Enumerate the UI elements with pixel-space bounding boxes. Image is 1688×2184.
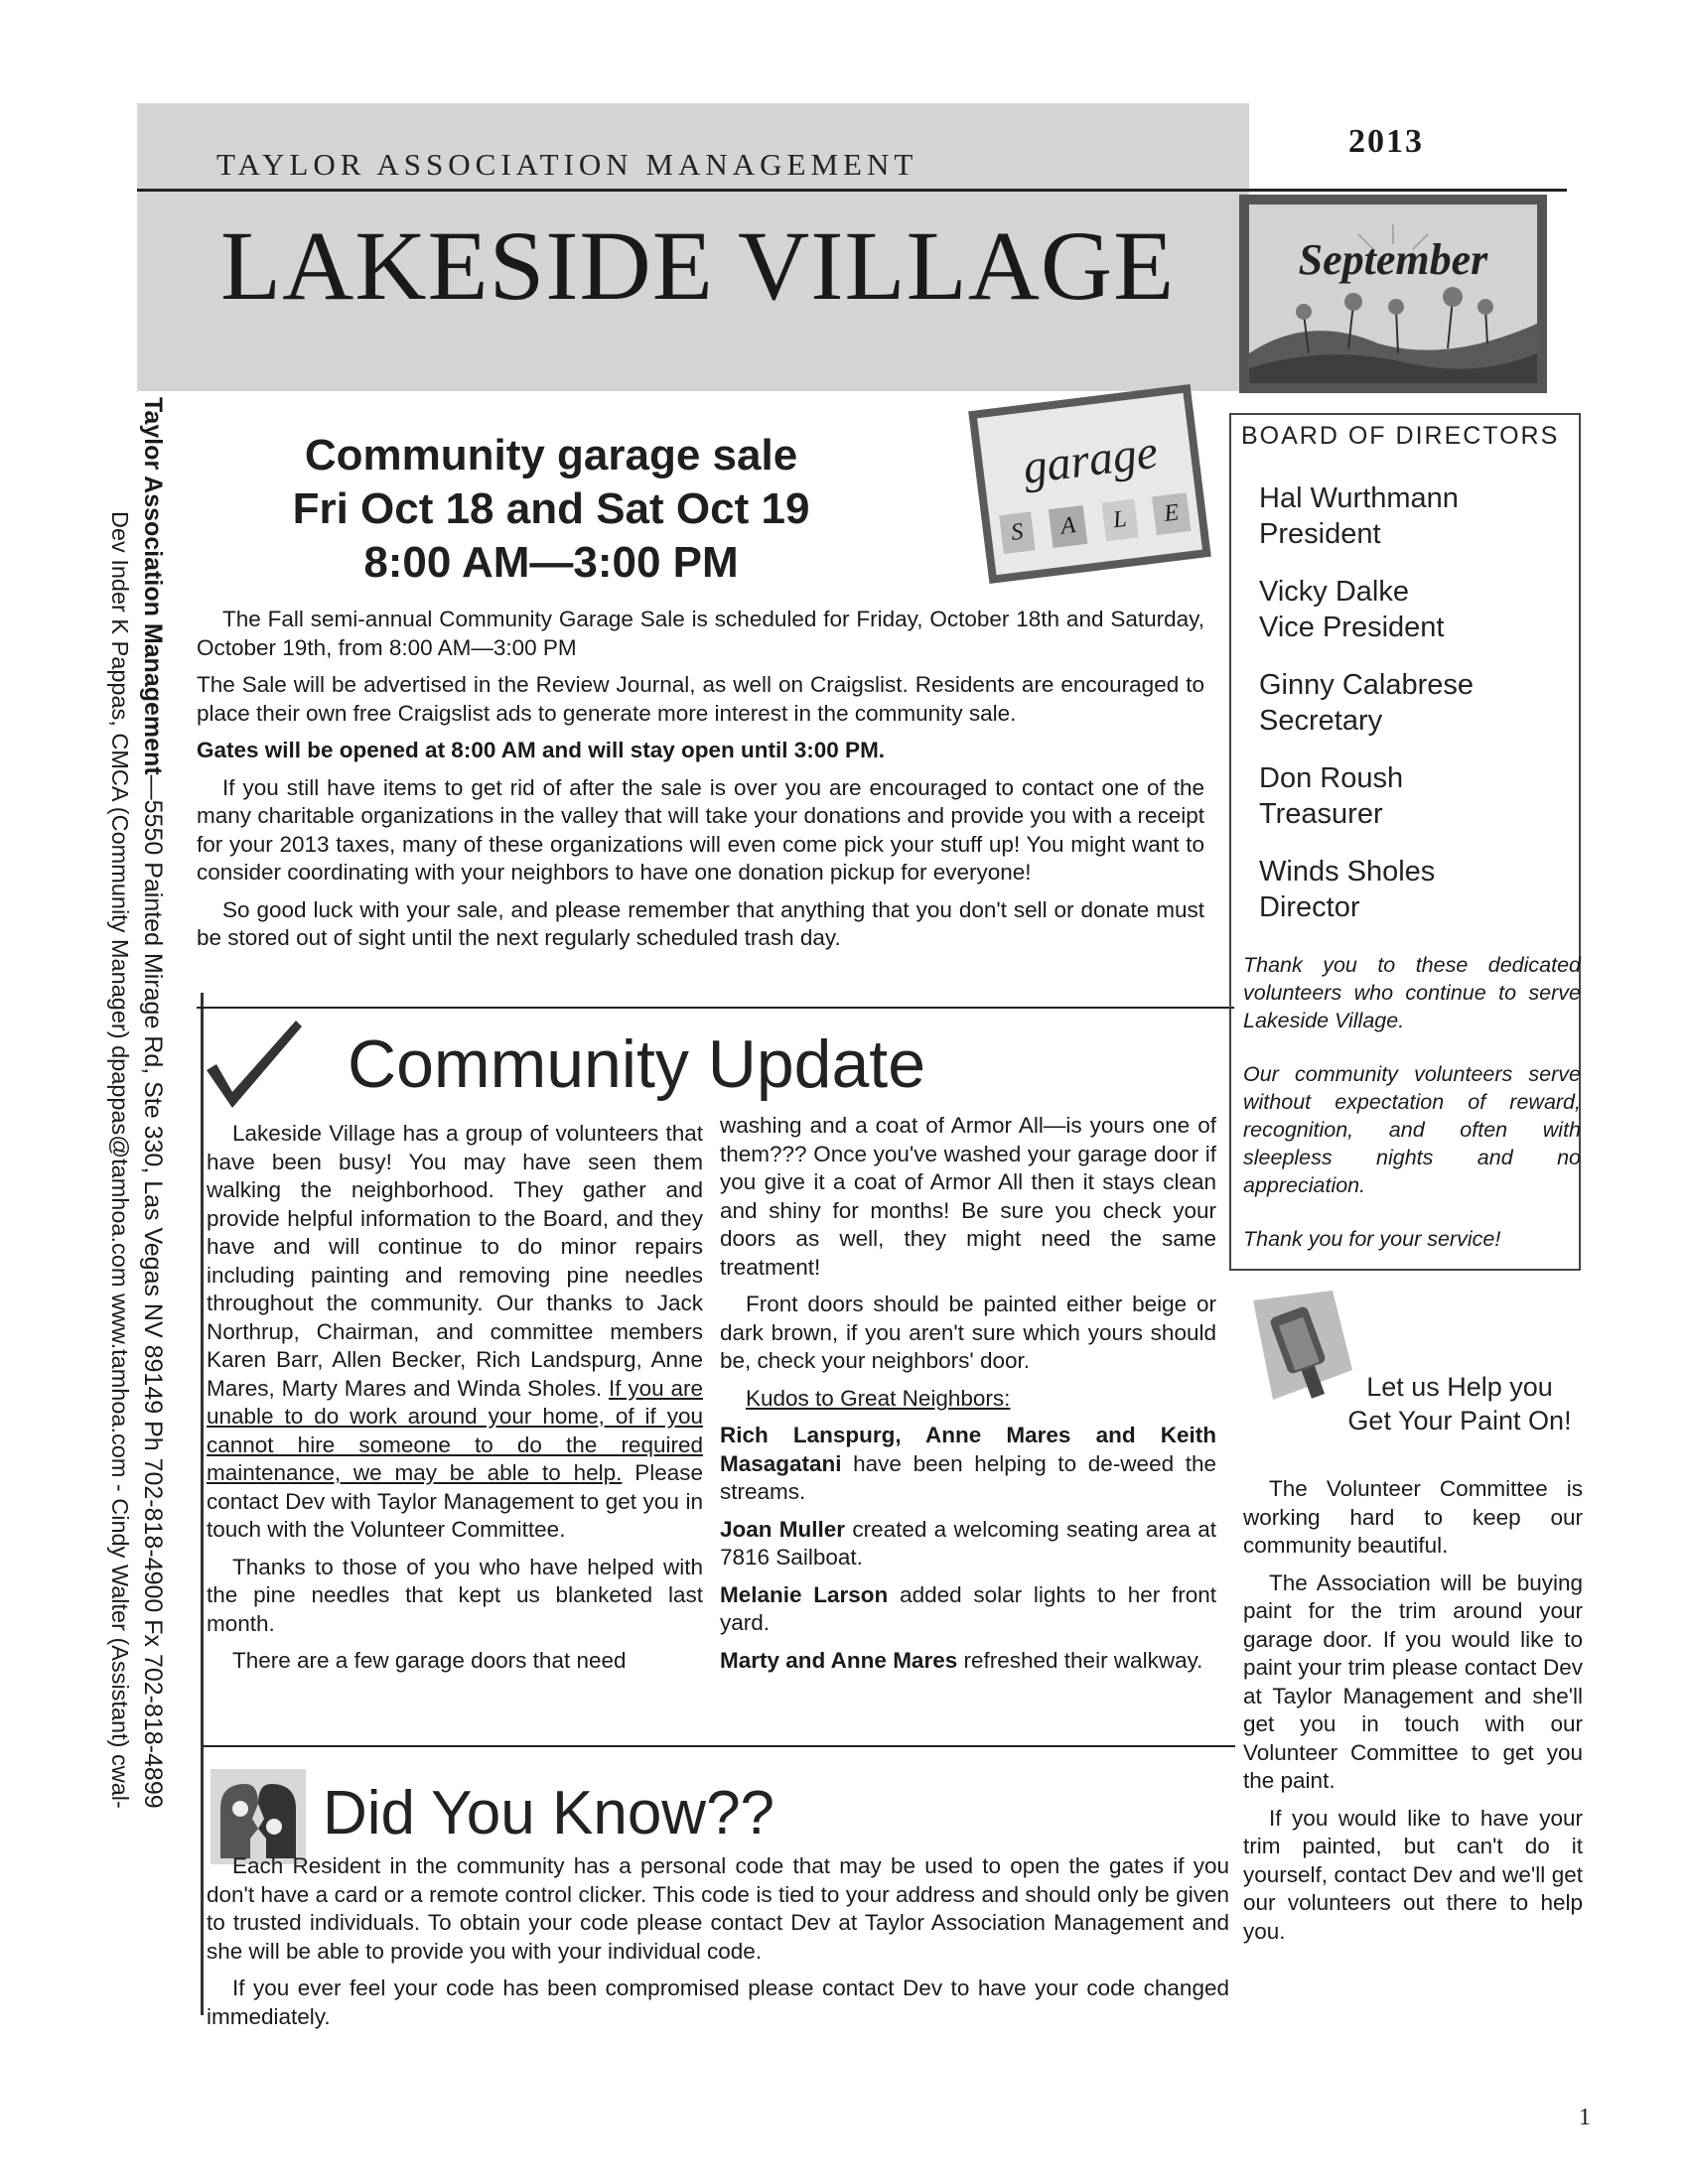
masthead-rule (137, 189, 1567, 192)
member-role: President (1259, 518, 1381, 550)
board-thanks-2: Our community volunteers serve without expectation of reward, recognition, and often with sleepless nights and no appreciation. (1243, 1062, 1581, 1197)
board-member (1259, 854, 1577, 925)
update-col2-p2: Front doors should be painted either beige or dark brown, if you aren't sure which yours should be, check your neighbors' door. (720, 1292, 1216, 1373)
sidebar-address: —5550 Painted Mirage Rd, Ste 330, Las Vegas NV 89149 Ph 702-818-4900 Fx 702-818-4899 (139, 774, 167, 1809)
board-member (1259, 667, 1577, 739)
left-column-rule (201, 993, 204, 2015)
update-col1-p1 (207, 1120, 703, 1545)
month-label: September (1298, 235, 1488, 284)
garage-sale-p2: The Sale will be advertised in the Review Journal, as well on Craigslist. Residents are encouraged to place their own free Craigslist ads to generate more interest in the community sale. (197, 672, 1204, 726)
update-text: Lakeside Village has a group of volunteers that have been busy! You may have seen them walking the neighborhood. They gather and provide helpful information to the Board, and they have and will continue to do minor repairs including painting and removing pine needles throughout the community. Our thanks to Jack Northrup, Chairman, and committee members Karen Barr, Allen Becker, Rich Landspurg, Anne Mares, Marty Mares and Winda Sholes. (207, 1121, 703, 1401)
garage-sale-p4: If you still have items to get rid of after the sale is over you are encouraged to contact one of the many charitable organizations in the valley that will take your donations and provide you with a receipt for your 2013 taxes, many of these organizations will even come pick your stuff up! You might want to consider coordinating with your neighbors to have one donation pickup for everyone! (197, 774, 1204, 885)
update-column-2 (720, 1112, 1216, 1684)
update-col1-p3: There are a few garage doors that need (232, 1648, 627, 1673)
kudos-text: refreshed their walkway. (957, 1647, 1203, 1673)
garage-sale-gates: Gates will be opened at 8:00 AM and will stay open until 3:00 PM. (197, 738, 886, 762)
issue-year: 2013 (1348, 123, 1424, 160)
member-name: Hal Wurthmann (1259, 482, 1459, 514)
sale-letter: L (1101, 499, 1139, 542)
kudos-names: Rich Lanspurg, Anne Mares and Keith Masagatani (720, 1423, 1216, 1476)
paint-p3: If you would like to have your trim painted, but can't do it yourself, contact Dev and we'll get our volunteers out there to help you. (1243, 1805, 1583, 1944)
member-role: Secretary (1259, 705, 1383, 737)
flower-field-illustration (1249, 205, 1537, 383)
member-role: Treasurer (1259, 798, 1383, 830)
sale-letter: A (1049, 505, 1087, 548)
kudos-names: Joan Muller (720, 1516, 846, 1542)
board-thanks-3: Thank you for your service! (1243, 1227, 1501, 1251)
sidebar-contacts-line (106, 511, 133, 1809)
page-number: 1 (1579, 2105, 1591, 2130)
headline-line-2: Fri Oct 18 and Sat Oct 19 (292, 484, 810, 533)
sale-letter-cards (999, 492, 1191, 554)
paint-heading-line-2: Get Your Paint On! (1347, 1406, 1572, 1435)
sidebar-contacts: Dev Inder K Pappas, CMCA (Community Manager) dpappas@tamhoa.com www.tamhoa.com - Cindy Walter (Assistant) cwal- (107, 511, 133, 1809)
section-rule-2 (203, 1745, 1235, 1747)
kudos-item (720, 1647, 1216, 1676)
member-name: Ginny Calabrese (1259, 669, 1474, 701)
paint-p1: The Volunteer Committee is working hard to keep our community beautiful. (1243, 1476, 1583, 1558)
month-badge (1239, 195, 1547, 393)
newsletter-title: LAKESIDE VILLAGE (220, 210, 1176, 321)
sale-letter: S (999, 511, 1036, 554)
garage-sale-headline (253, 429, 849, 590)
paint-heading-line-1: Let us Help you (1366, 1372, 1553, 1402)
did-you-know-body (207, 1852, 1229, 2040)
update-col2-p1: washing and a coat of Armor All—is yours one of them??? Once you've washed your garage door if you give it a coat of Armor All then it stays clean and shiny for months! Be sure you check your doors as well, they might need the same treatment! (720, 1113, 1216, 1280)
did-you-know-p2: If you ever feel your code has been compromised please contact Dev to have your code changed immediately. (207, 1976, 1229, 2029)
kudos-heading: Kudos to Great Neighbors: (746, 1385, 1011, 1411)
garage-sale-p5: So good luck with your sale, and please remember that anything that you don't sell or donate must be stored out of sight until the next regularly scheduled trash day. (197, 896, 1204, 950)
board-members-list (1259, 480, 1577, 925)
paint-body (1243, 1475, 1583, 1955)
section-rule-1 (197, 1007, 1234, 1009)
update-col1-p2: Thanks to those of you who have helped with the pine needles that kept us blanketed last month. (207, 1554, 703, 1636)
kudos-item (720, 1516, 1216, 1572)
garage-sale-p1: The Fall semi-annual Community Garage Sale is scheduled for Friday, October 18th and Saturday, October 19th, from 8:00 AM—3:00 PM (197, 607, 1204, 660)
headline-line-3: 8:00 AM—3:00 PM (363, 538, 739, 587)
kudos-text: created a welcoming seating area at 7816 Sailboat. (720, 1516, 1216, 1570)
org-name: TAYLOR ASSOCIATION MANAGEMENT (216, 147, 918, 182)
garage-badge-word: garage (1020, 425, 1161, 494)
headline-line-1: Community garage sale (304, 431, 798, 479)
did-you-know-title: Did You Know?? (323, 1779, 775, 1847)
paint-p2: The Association will be buying paint for the trim around your garage door. If you would like to paint your trim please contact Dev at Taylor Management and she'll get you in touch with our Volunteer Committee to get you the paint. (1243, 1570, 1583, 1793)
board-member (1259, 480, 1577, 552)
member-role: Director (1259, 891, 1360, 923)
sale-letter: E (1152, 492, 1191, 535)
update-help-offer: If you are unable to do work around your home, of if you cannot hire someone to do the required maintenance, we may be able to help. (207, 1375, 703, 1485)
member-name: Vicky Dalke (1259, 576, 1409, 608)
kudos-names: Marty and Anne Mares (720, 1647, 958, 1673)
checkmark-icon (199, 1013, 308, 1122)
question-heads-icon (211, 1769, 306, 1864)
board-member (1259, 760, 1577, 832)
board-thanks (1243, 951, 1581, 1253)
sidebar-company: Taylor Association Management (139, 397, 167, 775)
board-heading: BOARD OF DIRECTORS (1241, 422, 1560, 450)
garage-sale-body (197, 606, 1204, 962)
board-member (1259, 574, 1577, 645)
member-name: Don Roush (1259, 762, 1404, 794)
sidebar-address-line (138, 397, 167, 1809)
did-you-know-p1: Each Resident in the community has a personal code that may be used to open the gates if you don't have a card or a remote control clicker. This code is tied to your address and should only be given to trusted individuals. To obtain your code please contact Dev at Taylor Association Management and she will be able to provide you with your individual code. (207, 1853, 1229, 1964)
board-thanks-1: Thank you to these dedicated volunteers who continue to serve Lakeside Village. (1243, 953, 1581, 1032)
member-role: Vice President (1259, 612, 1445, 643)
garage-sale-badge (968, 384, 1211, 584)
kudos-text: have been helping to de-weed the streams. (720, 1450, 1216, 1504)
community-update-title: Community Update (348, 1026, 926, 1102)
kudos-text: added solar lights to her front yard. (720, 1581, 1217, 1635)
kudos-names: Melanie Larson (720, 1581, 889, 1607)
kudos-item (720, 1581, 1216, 1638)
member-name: Winds Sholes (1259, 856, 1436, 887)
paint-heading (1321, 1370, 1599, 1437)
kudos-item (720, 1422, 1216, 1507)
update-text: Please contact Dev with Taylor Management to get you in touch with the Volunteer Committee. (207, 1460, 703, 1542)
update-column-1 (207, 1120, 703, 1685)
